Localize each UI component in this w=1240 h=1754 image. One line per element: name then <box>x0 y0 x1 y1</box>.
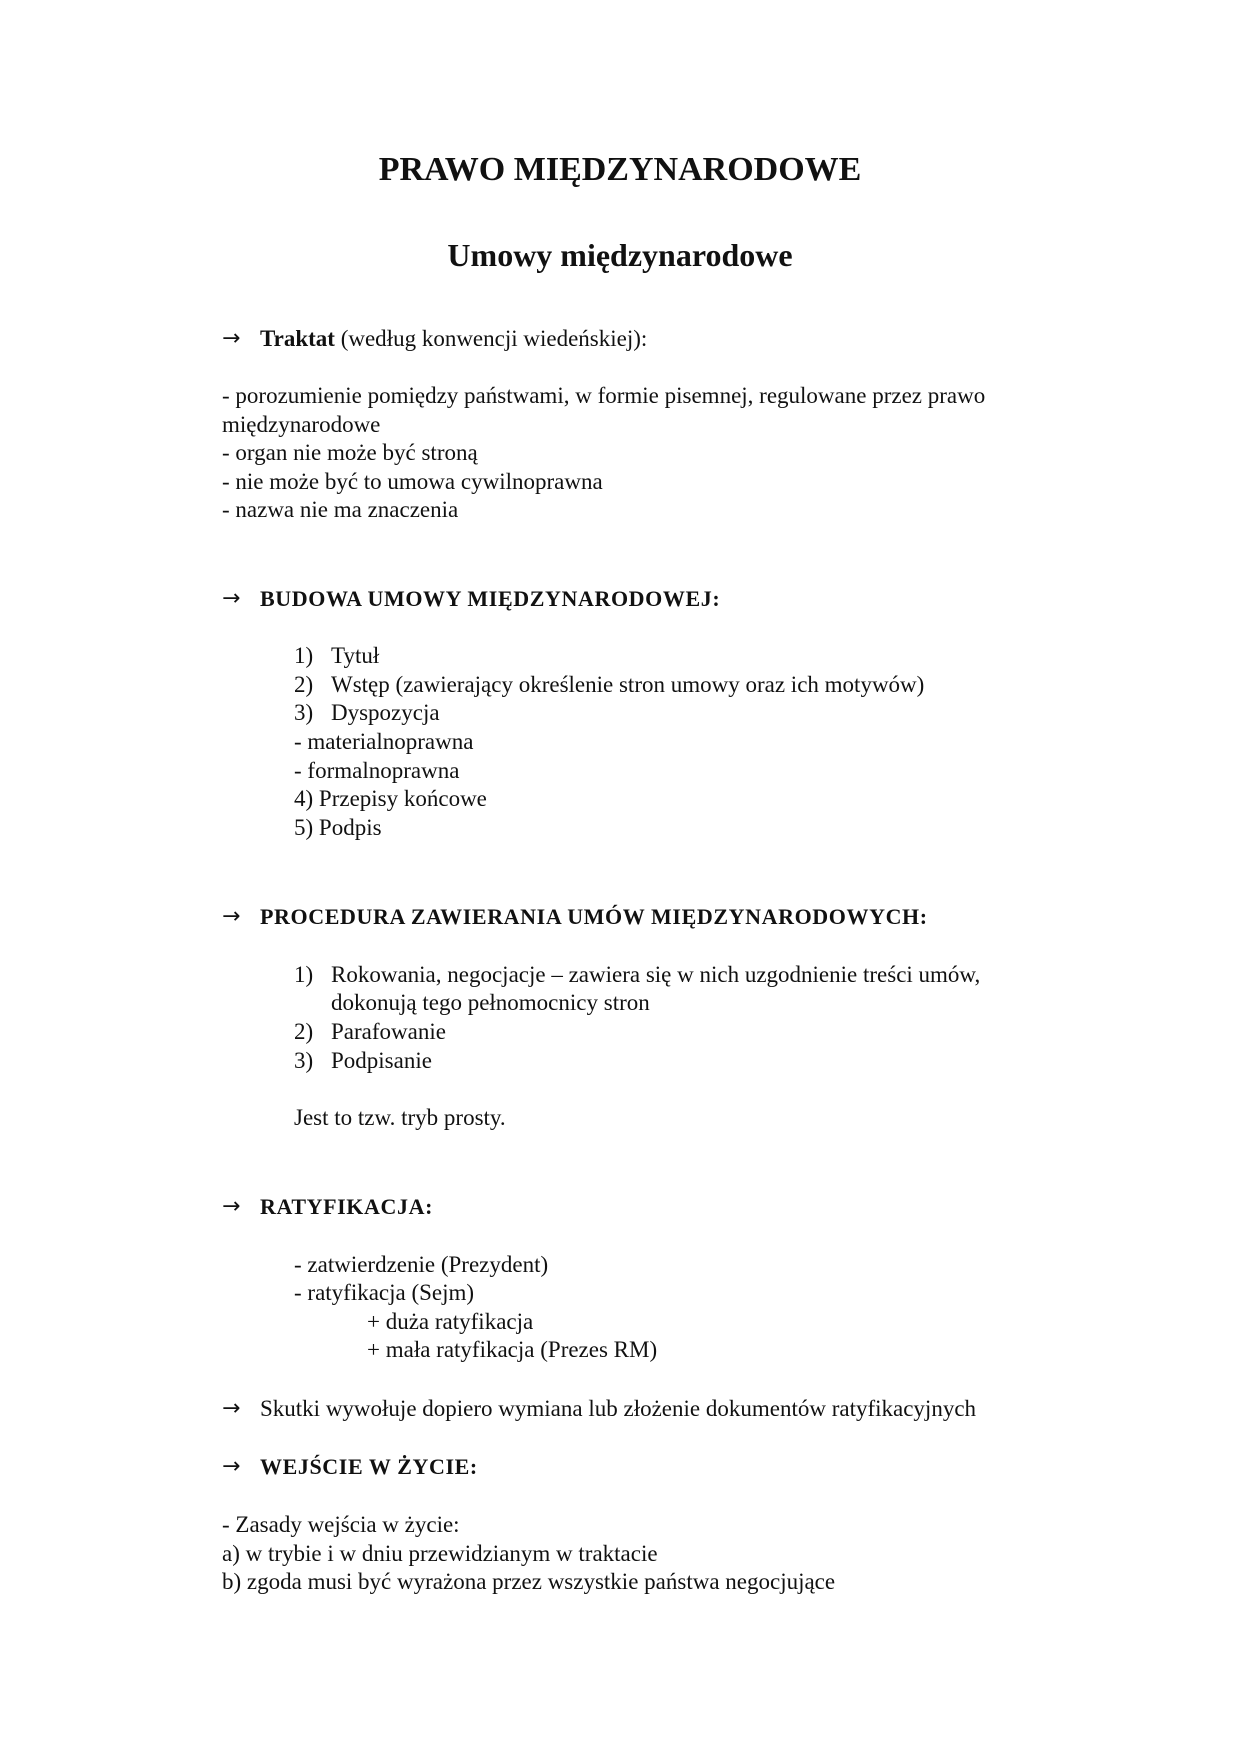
traktat-line: - organ nie może być stroną <box>222 440 478 465</box>
budowa-subitem: - formalnoprawna <box>294 758 460 783</box>
wejscie-line: b) zgoda musi być wyrażona przez wszystkie państwa negocjujące <box>222 1569 836 1594</box>
procedura-heading: PROCEDURA ZAWIERANIA UMÓW MIĘDZYNARODOWYCH: <box>260 904 928 929</box>
procedura-item-cont: dokonują tego pełnomocnicy stron <box>331 990 650 1015</box>
traktat-line: - nie może być to umowa cywilnoprawna <box>222 469 603 494</box>
traktat-heading-rest: (według konwencji wiedeńskiej): <box>334 326 648 351</box>
wejscie-heading: WEJŚCIE W ŻYCIE: <box>260 1454 478 1479</box>
budowa-item-num: 2) <box>294 672 314 697</box>
page-subtitle: Umowy międzynarodowe <box>447 237 793 273</box>
procedura-item-num: 2) <box>294 1019 314 1044</box>
traktat-heading-bold: Traktat <box>260 326 335 351</box>
ratyfikacja-subline: + duża ratyfikacja <box>367 1309 534 1334</box>
skutki-text: Skutki wywołuje dopiero wymiana lub złożenie dokumentów ratyfikacyjnych <box>260 1396 977 1421</box>
budowa-item-num: 1) <box>294 643 314 668</box>
wejscie-line: a) w trybie i w dniu przewidzianym w traktacie <box>222 1541 658 1566</box>
traktat-line: - porozumienie pomiędzy państwami, w formie pisemnej, regulowane przez prawo <box>222 383 986 408</box>
arrow-icon: → <box>222 326 241 351</box>
traktat-line: - nazwa nie ma znaczenia <box>222 497 459 522</box>
budowa-item-num: 3) <box>294 700 314 725</box>
procedura-note: Jest to tzw. tryb prosty. <box>294 1105 506 1130</box>
budowa-subitem: - materialnoprawna <box>294 729 474 754</box>
arrow-icon: → <box>222 1194 241 1219</box>
procedura-item-num: 3) <box>294 1048 314 1073</box>
procedura-item-num: 1) <box>294 962 314 987</box>
ratyfikacja-heading: RATYFIKACJA: <box>260 1194 434 1219</box>
ratyfikacja-line: - ratyfikacja (Sejm) <box>294 1280 475 1305</box>
budowa-item: 5) Podpis <box>294 815 382 840</box>
arrow-icon: → <box>222 1454 241 1479</box>
traktat-line: międzynarodowe <box>222 412 381 437</box>
wejscie-line: - Zasady wejścia w życie: <box>222 1512 460 1537</box>
arrow-icon: → <box>222 586 241 611</box>
arrow-icon: → <box>222 904 241 929</box>
budowa-item-text: Wstęp (zawierający określenie stron umowy oraz ich motywów) <box>331 672 925 697</box>
budowa-heading: BUDOWA UMOWY MIĘDZYNARODOWEJ: <box>260 586 721 611</box>
procedura-item-text: Podpisanie <box>331 1048 432 1073</box>
budowa-item-text: Tytuł <box>331 643 380 668</box>
budowa-item-text: Dyspozycja <box>331 700 440 725</box>
procedura-item-text: Rokowania, negocjacje – zawiera się w nich uzgodnienie treści umów, <box>331 962 981 987</box>
arrow-icon: → <box>222 1396 241 1421</box>
traktat-heading <box>260 324 647 353</box>
page-title: PRAWO MIĘDZYNARODOWE <box>378 151 862 188</box>
procedura-item-text: Parafowanie <box>331 1019 446 1044</box>
budowa-item: 4) Przepisy końcowe <box>294 786 487 811</box>
ratyfikacja-subline: + mała ratyfikacja (Prezes RM) <box>367 1337 658 1362</box>
ratyfikacja-line: - zatwierdzenie (Prezydent) <box>294 1252 549 1277</box>
